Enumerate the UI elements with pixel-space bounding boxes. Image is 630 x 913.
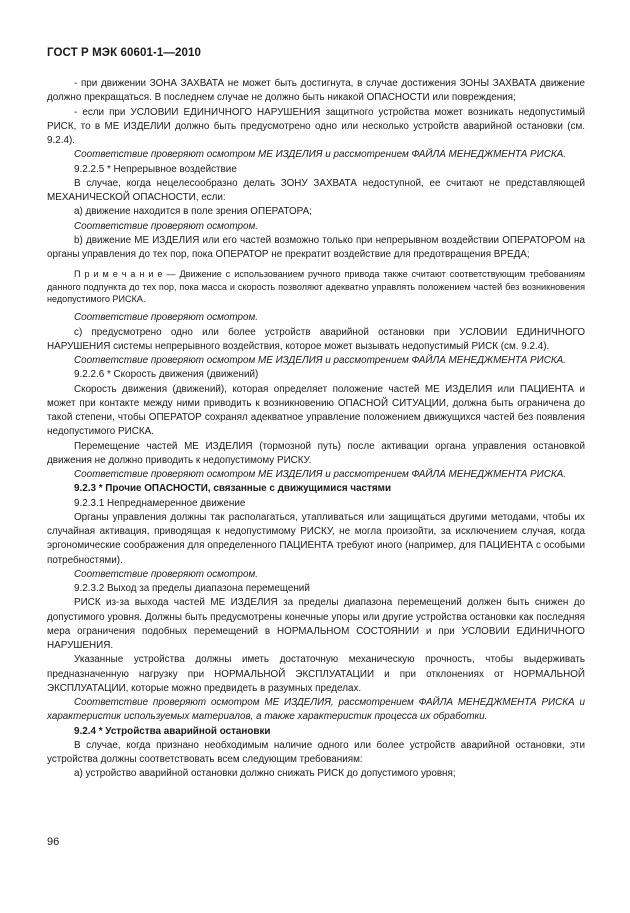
note-label: П р и м е ч а н и е [74,269,163,280]
section-heading: 9.2.4 * Устройства аварийной остановки [74,725,271,737]
body-paragraph: 9.2.3.1 Непреднамеренное движение [74,497,246,509]
page-number: 96 [47,836,60,848]
section-heading: 9.2.3 * Прочие ОПАСНОСТИ, связанные с движущимися частями [74,483,392,495]
body-paragraph: а) устройство аварийной остановки должно снижать РИСК до допустимого уровня; [74,768,456,780]
note-text: — Движение с использованием ручного привода также считают соответствующим требованиям данного подпункта до тех пор, пока масса и скорость позволяют адекватно управлять положением частей без возникновения недопустимого РИСКА. [47,269,585,305]
body-paragraph: - при движении ЗОНА ЗАХВАТА не может быть достигнута, в случае достижения ЗОНЫ ЗАХВАТА движение должно прекращаться. В последнем случае не должно быть никакой ОПАСНОСТИ или повреждения; [47,78,585,104]
body-paragraph: РИСК из-за выхода частей МЕ ИЗДЕЛИЯ за пределы диапазона перемещений должен быть снижен до допустимого уровня. Должны быть предусмотрены конечные упоры или другие устройства остановки как последняя мера ограничения подобных перемещений в НОРМАЛЬНОМ СОСТОЯНИИ и при УСЛОВИИ ЕДИНИЧНОГО НАРУШЕНИЯ. [47,597,585,652]
body-paragraph: В случае, когда нецелесообразно делать ЗОНУ ЗАХВАТА недоступной, ее считают не представляющей МЕХАНИЧЕСКОЙ ОПАСНОСТИ, если: [47,177,585,203]
compliance-statement: Соответствие проверяют осмотром МЕ ИЗДЕЛИЯ и рассмотрением ФАЙЛА МЕНЕДЖМЕНТА РИСКА. [74,149,566,161]
body-paragraph: В случае, когда признано необходимым наличие одного или более устройств аварийной остановки, эти устройства должны соответствовать всем следующим требованиям: [47,739,585,766]
body-paragraph: 9.2.2.5 * Непрерывное воздействие [74,163,237,175]
body-paragraph: Перемещение частей МЕ ИЗДЕЛИЯ (тормозной путь) после активации органа управления остановкой движения не должно приводить к недопустимому РИСКУ. [47,440,585,466]
document-header: ГОСТ Р МЭК 60601-1—2010 [47,47,201,59]
body-paragraph: с) предусмотрено одно или более устройств аварийной остановки при УСЛОВИИ ЕДИНИЧНОГО НАРУШЕНИЯ системы непрерывного воздействия, которое может вызывать недопустимый РИСК (см. 9.2.4). [47,326,585,352]
body-paragraph: Скорость движения (движений), которая определяет положение частей МЕ ИЗДЕЛИЯ или ПАЦИЕНТА и может при контакте между ними приводить к возникновению ОПАСНОЙ СИТУАЦИИ, должна быть ограничена до такой степени, чтобы ОПЕРАТОР сохранял адекватное управление положением движущихся частей без появления недопустимого РИСКА. [47,383,585,438]
body-paragraph: Органы управления должны так располагаться, утапливаться или защищаться другими методами, чтобы их случайная активация, приводящая к недопустимому РИСКУ, не могла произойти, за исключением случая, когда эргономические соображения для определенного ПАЦИЕНТА требуют иного (например, для ПАЦИЕНТА с особыми потребностями). [47,511,585,566]
body-paragraph: b) движение МЕ ИЗДЕЛИЯ или его частей возможно только при непрерывном воздействии ОПЕРАТОРОМ на органы управления до тех пор, пока ОПЕРАТОР не прекратит воздействие для предотвращения ВРЕДА; [47,234,585,260]
body-paragraph: 9.2.3.2 Выход за пределы диапазона перемещений [74,583,310,595]
compliance-statement: Соответствие проверяют осмотром. [74,312,259,324]
compliance-statement: Соответствие проверяют осмотром. [74,568,259,580]
body-paragraph: Указанные устройства должны иметь достаточную механическую прочность, чтобы выдерживать предназначенную нагрузку при НОРМАЛЬНОЙ ЭКСПЛУАТАЦИИ и при отклонениях от НОРМАЛЬНОЙ ЭКСПЛУАТАЦИИ, которые можно предвидеть в разумных пределах. [47,654,585,694]
body-paragraph: 9.2.2.6 * Скорость движения (движений) [74,369,259,381]
body-paragraph: - если при УСЛОВИИ ЕДИНИЧНОГО НАРУШЕНИЯ защитного устройства может возникать недопустимый РИСК, то в МЕ ИЗДЕЛИИ должно быть предусмотрено одно или несколько устройств аварийной остановки (см. 9.2.4). [47,106,585,146]
note-paragraph [47,268,585,305]
compliance-statement: Соответствие проверяют осмотром МЕ ИЗДЕЛИЯ, рассмотрением ФАЙЛА МЕНЕДЖМЕНТА РИСКА и характеристик используемых материалов, а также характеристик процесса их обработки. [47,697,585,723]
compliance-statement: Соответствие проверяют осмотром. [74,220,259,232]
compliance-statement: Соответствие проверяют осмотром МЕ ИЗДЕЛИЯ и рассмотрением ФАЙЛА МЕНЕДЖМЕНТА РИСКА. [74,355,566,367]
body-paragraph: а) движение находится в поле зрения ОПЕРАТОРА; [74,206,312,218]
document-body [47,77,585,782]
compliance-statement: Соответствие проверяют осмотром МЕ ИЗДЕЛИЯ и рассмотрением ФАЙЛА МЕНЕДЖМЕНТА РИСКА. [74,469,566,481]
